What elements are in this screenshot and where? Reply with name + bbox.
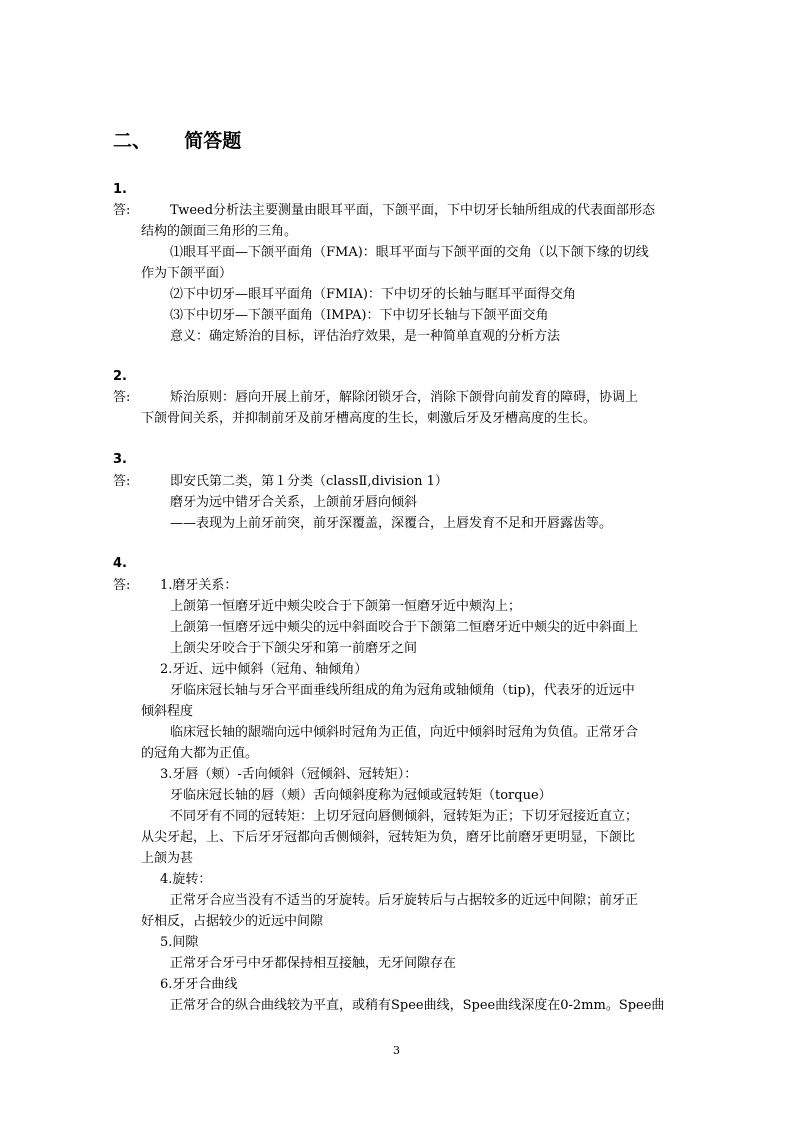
section-heading	[113, 126, 241, 153]
q1-line: Tweed分析法主要测量由眼耳平面，下颌平面，下中切牙长轴所组成的代表面部形态	[170, 203, 656, 218]
q1-line: 意义：确定矫治的目标，评估治疗效果，是一种简单直观的分析方法	[170, 329, 561, 344]
q4-line: 上颌尖牙咬合于下颌尖牙和第一前磨牙之间	[170, 641, 418, 656]
q4-line: 6.牙牙合曲线	[160, 977, 238, 992]
section-title: 简答题	[184, 130, 242, 152]
q4-line: 5.间隙	[160, 935, 199, 950]
question-1-answer-label: 答:	[113, 203, 131, 218]
q4-line: 正常牙合应当没有不适当的牙旋转。后牙旋转后与占据较多的近远中间隙；前牙正	[170, 893, 639, 908]
q4-line: 牙临床冠长轴与牙合平面垂线所组成的角为冠角或轴倾角（tip)，代表牙的近远中	[170, 683, 635, 698]
q4-line: 上颌第一恒磨牙远中颊尖的远中斜面咬合于下颌第二恒磨牙近中颊尖的近中斜面上	[170, 620, 639, 635]
question-3-number: 3.	[113, 452, 127, 467]
question-3-answer-label: 答:	[113, 474, 131, 489]
q4-line: 从尖牙起，上、下后牙牙冠都向舌侧倾斜，冠转矩为负，磨牙比前磨牙更明显，下颌比	[141, 830, 636, 845]
q4-line: 3.牙唇（颊）-舌向倾斜（冠倾斜、冠转矩）：	[160, 767, 418, 782]
q4-line: 好相反，占据较少的近远中间隙	[141, 914, 324, 929]
q1-line: ⑵下中切牙—眼耳平面角（FMIA)：下中切牙的长轴与眶耳平面得交角	[170, 287, 576, 302]
question-1-number: 1.	[113, 182, 127, 197]
q4-line: 的冠角大都为正值。	[141, 746, 259, 761]
q2-line: 下颌骨间关系，并抑制前牙及前牙槽高度的生长，刺激后牙及牙槽高度的生长。	[141, 411, 597, 426]
q3-line: 即安氏第二类，第１分类（classⅡ,division 1）	[170, 474, 448, 489]
q3-line: 磨牙为远中错牙合关系，上颌前牙唇向倾斜	[170, 495, 418, 510]
q1-line: ⑶下中切牙—下颌平面角（IMPA)：下中切牙长轴与下颌平面交角	[170, 308, 549, 323]
q2-line: 矫治原则：唇向开展上前牙，解除闭锁牙合，消除下颌骨向前发育的障碍，协调上	[170, 390, 639, 405]
q4-line: 倾斜程度	[141, 704, 194, 719]
q4-line: 临床冠长轴的龈端向远中倾斜时冠角为正值，向近中倾斜时冠角为负值。正常牙合	[170, 725, 639, 740]
question-2-answer-label: 答:	[113, 390, 131, 405]
question-2-number: 2.	[113, 369, 127, 384]
q4-line: 2.牙近、远中倾斜（冠角、轴倾角）	[160, 662, 368, 677]
q1-line: 结构的颌面三角形的三角。	[141, 224, 298, 239]
q4-line: 4.旋转：	[160, 872, 212, 887]
question-4-answer-label: 答:	[113, 578, 131, 593]
q1-line: ⑴眼耳平面—下颌平面角（FMA)：眼耳平面与下颌平面的交角（以下颌下缘的切线	[170, 245, 649, 260]
section-number: 二、	[113, 130, 152, 152]
q4-line: 上颌为甚	[141, 851, 194, 866]
q1-line: 作为下颌平面）	[141, 266, 233, 281]
q4-line: 1.磨牙关系：	[160, 578, 238, 593]
q4-line: 牙临床冠长轴的唇（颊）舌向倾斜度称为冠倾或冠转矩（torque）	[170, 788, 552, 803]
q4-line: 正常牙合牙弓中牙都保持相互接触，无牙间隙存在	[170, 956, 457, 971]
question-4-number: 4.	[113, 556, 127, 571]
page-number: 3	[393, 1044, 400, 1057]
q3-line: ——表现为上前牙前突，前牙深覆盖，深覆合，上唇发育不足和开唇露齿等。	[170, 516, 613, 531]
q4-line: 上颌第一恒磨牙近中颊尖咬合于下颌第一恒磨牙近中颊沟上；	[170, 599, 522, 614]
q4-line: 不同牙有不同的冠转矩：上切牙冠向唇侧倾斜，冠转矩为正；下切牙冠接近直立；	[170, 809, 639, 824]
q4-line: 正常牙合的纵合曲线较为平直，或稍有Spee曲线，Spee曲线深度在0-2mm。Spee曲	[170, 998, 665, 1013]
